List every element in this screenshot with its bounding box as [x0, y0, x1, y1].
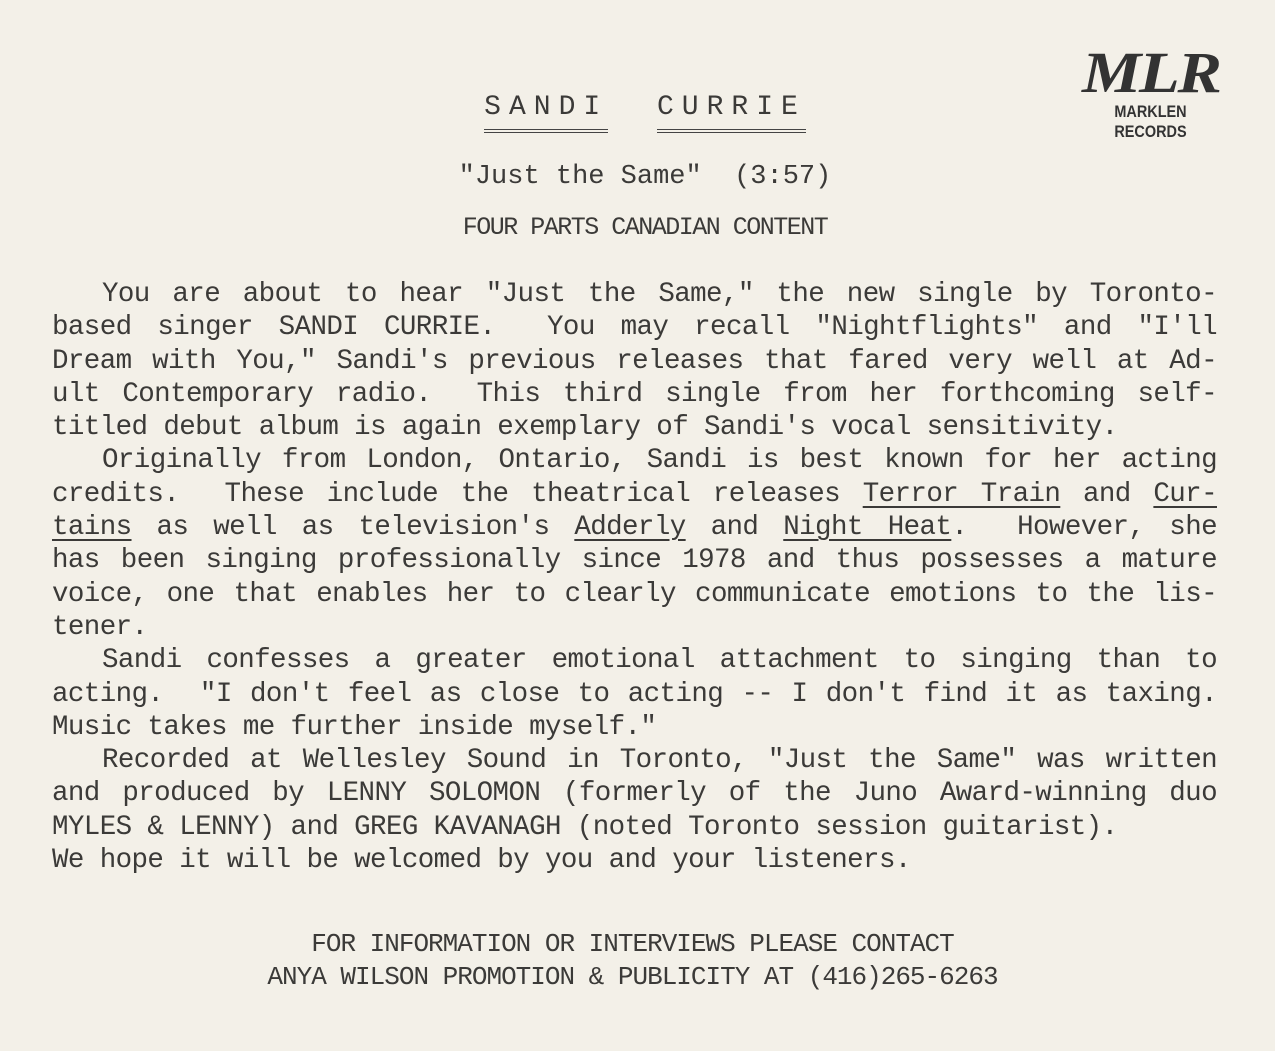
body-line — [52, 411, 1217, 444]
body-line — [52, 378, 1217, 411]
text-segment: Music takes me further inside myself." — [52, 711, 657, 743]
body-line — [52, 844, 1217, 877]
underlined-title: tains — [52, 512, 132, 544]
text-segment: voice, one that enables her to clearly communicate emotions to the lis- — [52, 578, 1217, 610]
text-segment: has been singing professionally since 1978 and thus possesses a mature — [52, 545, 1217, 577]
body-line — [52, 811, 1217, 844]
text-segment: and produced by LENNY SOLOMON (formerly of the Juno Award-winning duo — [52, 778, 1217, 810]
text-segment: We hope it will be welcomed by you and your listeners. — [52, 845, 911, 877]
contact-line-1: FOR INFORMATION OR INTERVIEWS PLEASE CONTACT — [311, 929, 954, 959]
text-segment: titled debut album is again exemplary of Sandi's vocal sensitivity. — [52, 412, 1118, 444]
text-segment: MYLES & LENNY) and GREG KAVANAGH (noted Toronto session guitarist). — [52, 811, 1118, 843]
song-title: "Just the Same" (3:57) — [458, 162, 832, 192]
contact-footer — [0, 928, 1265, 994]
body-line — [52, 578, 1217, 611]
underlined-title: Terror Train — [862, 478, 1061, 510]
body-line — [52, 511, 1217, 544]
body-line — [52, 611, 1217, 644]
artist-title — [0, 92, 1275, 133]
text-segment: . However, she — [951, 512, 1218, 544]
body-line — [52, 711, 1217, 744]
text-segment: Dream with You," Sandi's previous releases that fared very well at Ad- — [52, 345, 1217, 377]
body-line — [52, 777, 1217, 810]
artist-last-name: CURRIE — [657, 92, 806, 133]
underlined-title: Cur- — [1153, 478, 1217, 510]
text-segment: based singer SANDI CURRIE. You may recall "Nightflights" and "I'll — [52, 312, 1217, 344]
text-segment: credits. These include the theatrical releases — [52, 478, 863, 510]
text-segment: You are about to hear "Just the Same," the new single by Toronto- — [102, 279, 1217, 310]
body-line — [52, 744, 1217, 777]
logo-mark: MLR — [1081, 40, 1220, 105]
text-segment: ult Contemporary radio. This third single from her forthcoming self- — [52, 378, 1217, 410]
body-line — [52, 544, 1217, 577]
body-line — [52, 444, 1217, 477]
text-segment: Recorded at Wellesley Sound in Toronto, "Just the Same" was written — [102, 745, 1217, 777]
text-segment: as well as television's — [131, 512, 575, 544]
contact-line-2: ANYA WILSON PROMOTION & PUBLICITY AT (416)265-6263 — [267, 962, 998, 992]
text-segment: Sandi confesses a greater emotional attachment to singing than to — [102, 645, 1217, 677]
underlined-title: Night Heat — [783, 512, 952, 544]
underlined-title: Adderly — [574, 512, 686, 544]
text-segment: and — [1060, 478, 1154, 510]
logo-label: MARKLEN RECORDS — [1114, 102, 1187, 141]
text-segment: tener. — [52, 611, 148, 643]
body-line — [52, 678, 1217, 711]
artist-first-name: SANDI — [484, 92, 608, 133]
press-release-body — [52, 278, 1217, 877]
text-segment: Originally from London, Ontario, Sandi is best known for her acting — [102, 445, 1217, 477]
body-line — [52, 311, 1217, 344]
body-line — [52, 478, 1217, 511]
text-segment: and — [685, 512, 784, 544]
body-line — [52, 644, 1217, 677]
body-line — [52, 345, 1217, 378]
text-segment: acting. "I don't feel as close to acting -- I don't find it as taxing. — [52, 678, 1217, 710]
body-line — [52, 278, 1217, 311]
content-note: FOUR PARTS CANADIAN CONTENT — [462, 213, 828, 242]
